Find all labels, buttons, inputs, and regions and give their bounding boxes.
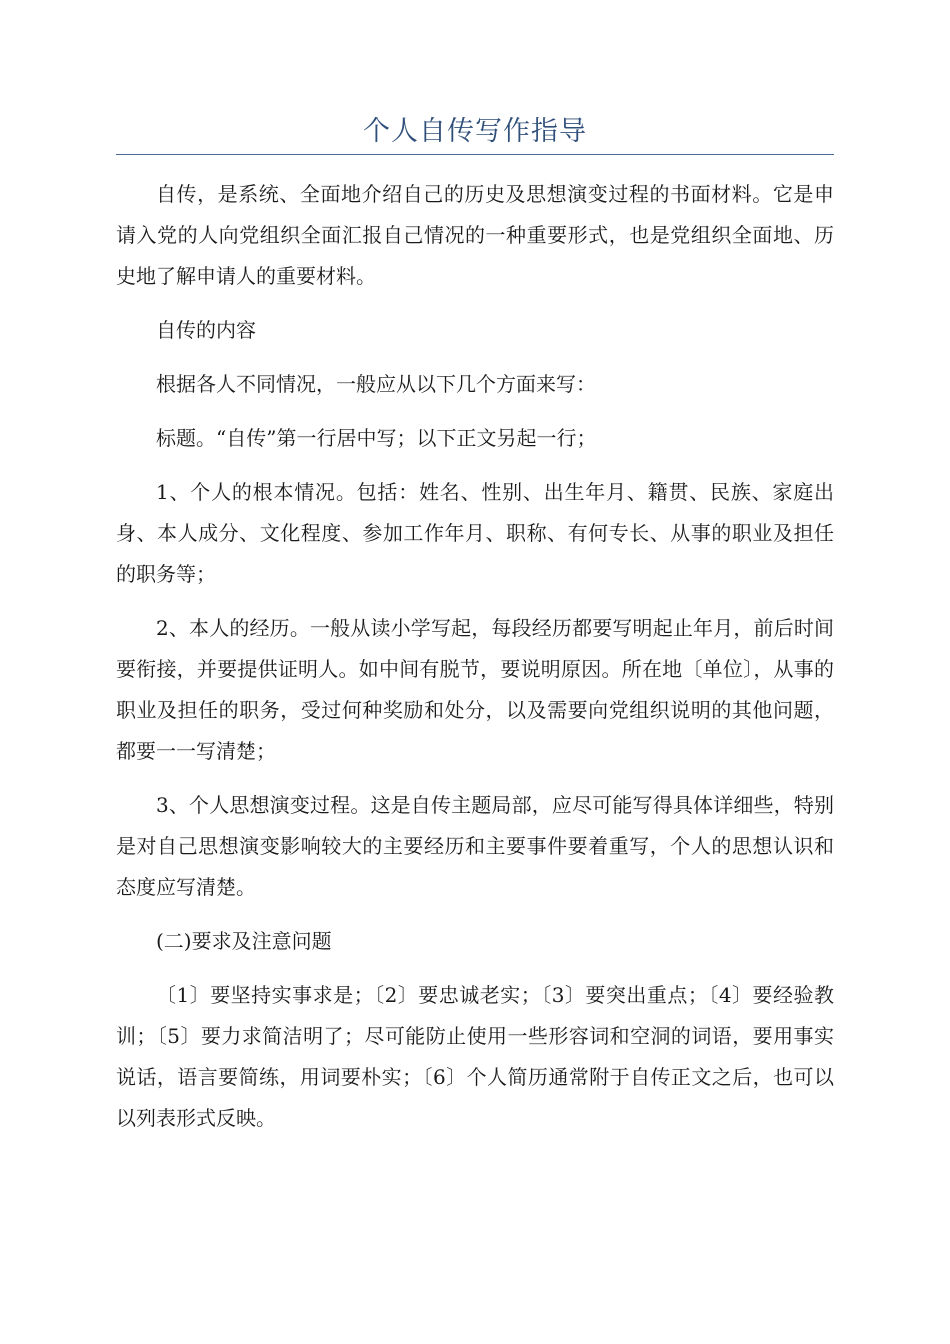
- paragraph-aspects: 根据各人不同情况，一般应从以下几个方面来写：: [156, 372, 596, 396]
- title-block: [116, 112, 834, 156]
- paragraph-intro: 自传，是系统、全面地介绍自己的历史及思想演变过程的书面材料。它是申请入党的人向党组织全面汇报自己情况的一种重要形式，也是党组织全面地、历史地了解申请人的重要材料。: [116, 182, 834, 288]
- paragraph-item-2: 2、本人的经历。一般从读小学写起，每段经历都要写明起止年月，前后时间要衔接，并要提供证明人。如中间有脱节，要说明原因。所在地〔单位〕，从事的职业及担任的职务，受过何种奖励和处分，以及需要向党组织说明的其他问题，都要一一写清楚；: [116, 616, 834, 763]
- page-title: 个人自传写作指导: [363, 116, 587, 147]
- paragraph-title-rule: 标题。“自传”第一行居中写；以下正文另起一行；: [156, 426, 597, 450]
- paragraph-content-heading: 自传的内容: [156, 318, 256, 342]
- title-underline: [116, 154, 834, 155]
- paragraph-requirements-heading: (二)要求及注意问题: [156, 929, 332, 953]
- paragraph-item-3: 3、个人思想演变过程。这是自传主题局部，应尽可能写得具体详细些，特别是对自己思想演变影响较大的主要经历和主要事件要着重写，个人的思想认识和态度应写清楚。: [116, 793, 834, 899]
- paragraph-requirements: 〔1〕要坚持实事求是；〔2〕要忠诚老实；〔3〕要突出重点；〔4〕要经验教训；〔5〕要力求简洁明了；尽可能防止使用一些形容词和空洞的词语，要用事实说话，语言要简练，用词要朴实；〔6〕个人简历通常附于自传正文之后，也可以以列表形式反映。: [116, 983, 834, 1130]
- paragraph-item-1: 1、个人的根本情况。包括：姓名、性别、出生年月、籍贯、民族、家庭出身、本人成分、文化程度、参加工作年月、职称、有何专长、从事的职业及担任的职务等；: [116, 480, 834, 586]
- document-body: [116, 174, 834, 1152]
